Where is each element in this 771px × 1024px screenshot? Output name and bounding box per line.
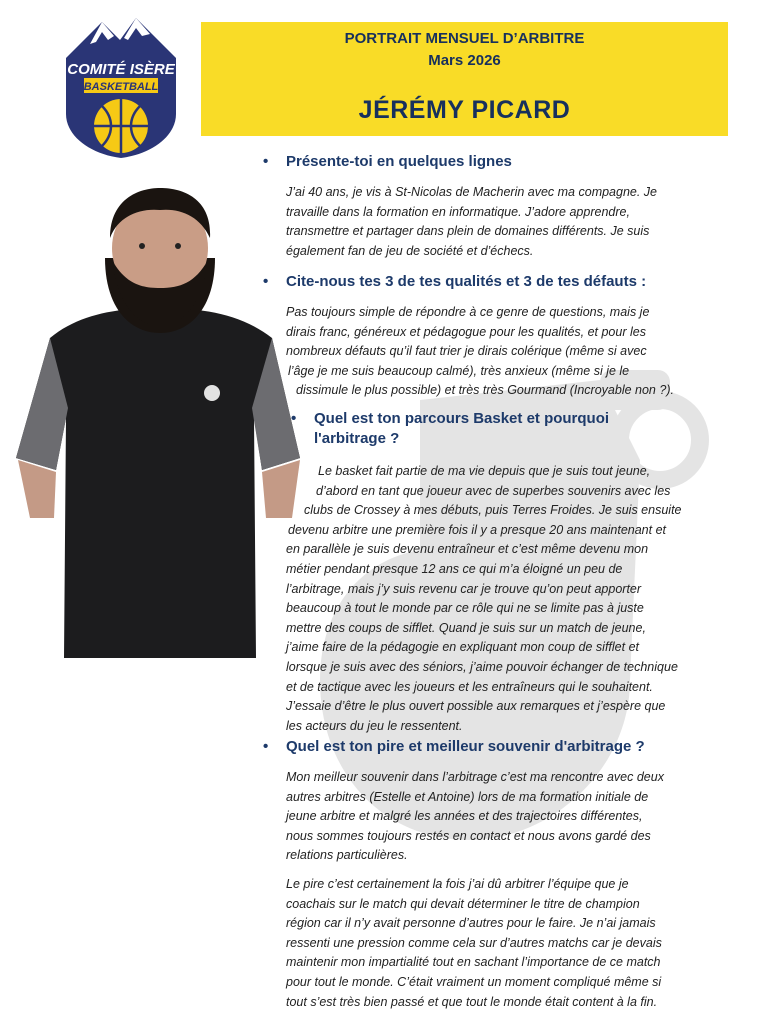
- question-4: • Quel est ton pire et meilleur souvenir d'arbitrage ?: [263, 738, 645, 755]
- question-2: • Cite-nous tes 3 de tes qualités et 3 de tes défauts :: [263, 273, 647, 290]
- referee-portrait: [10, 188, 310, 658]
- answer-4-best: Mon meilleur souvenir dans l’arbitrage c’est ma rencontre avec deux autres arbitres (Estelle et Antoine) lors de ma formation initiale de jeune arbitre et malgré les années et des trajectoires différentes, nous sommes toujours restés en contact et nous avons gardé des relations particulières.: [286, 770, 664, 863]
- title-banner: [201, 22, 728, 136]
- answer-3: Le basket fait partie de ma vie depuis que je suis tout jeune, d’abord en tant que joueur avec de superbes souvenirs avec les clubs de Crossey à mes débuts, puis Terres Froides. Je suis ensuite devenu arbitre une première fois il y a presque 20 ans maintenant et en parallèle je suis devenu entraîneur et c’est même devenu mon métier pendant presque 12 ans ce qui m’a éloigné un peu de l’arbitrage, mais j’y suis revenu car je trouve qu’on peut apporter beaucoup à tout le monde par ce rôle qui ne se limite pas à juste mettre des coups de sifflet. Quand je suis sur un match de jeune, j’aime faire de la pédagogie en expliquant mon coup de sifflet et lorsque je suis avec des séniors, j’aime pouvoir échanger de technique et de tactique avec les joueurs et les entraîneurs qui le souhaitent. J’essaie d’être le plus ouvert possible aux remarques et j’espère que les acteurs du jeu le ressentent.: [286, 464, 682, 733]
- logo-line2: BASKETBALL: [83, 81, 159, 93]
- answer-4-worst: Le pire c’est certainement la fois j’ai dû arbitrer l’équipe que je coachais sur le match qui devait déterminer le titre de champion région car il n’y avait personne d’autres pour le faire. Je n’ai jamais ressenti une pression comme cela sur d’autres matchs car je devais maintenir mon impartialité tout en sachant l’importance de ce match pour tout le monde. C’était vraiment un moment compliqué même si tout s’est très bien passé et que tout le monde était content à la fin.: [286, 877, 662, 1009]
- question-3-line2: l'arbitrage ?: [314, 430, 400, 447]
- logo-line1: COMITÉ ISÈRE: [67, 61, 175, 78]
- banner-title: PORTRAIT MENSUEL D’ARBITRE: [344, 30, 585, 47]
- question-3: • Quel est ton parcours Basket et pourquoi: [291, 410, 610, 427]
- answer-1: J’ai 40 ans, je vis à St-Nicolas de Macherin avec ma compagne. Je travaille dans la formation en informatique. J’adore apprendre, transmettre et partager dans plein de domaines différents. Je suis également fan de jeu de société et d’échecs.: [286, 185, 658, 258]
- question-1: • Présente-toi en quelques lignes: [263, 153, 512, 170]
- comite-isere-logo: [62, 14, 180, 160]
- answer-2: Pas toujours simple de répondre à ce genre de questions, mais je dirais franc, généreux et pédagogue pour les qualités, et pour les nombreux défauts qu’il faut trier je dirais colérique (même si avec l’âge je me suis beaucoup calmé), très anxieux (même si je le dissimule le plus possible) et très très Gourmand (Incroyable non ?).: [286, 305, 674, 398]
- referee-name: JÉRÉMY PICARD: [358, 96, 571, 124]
- banner-date: Mars 2026: [428, 52, 501, 69]
